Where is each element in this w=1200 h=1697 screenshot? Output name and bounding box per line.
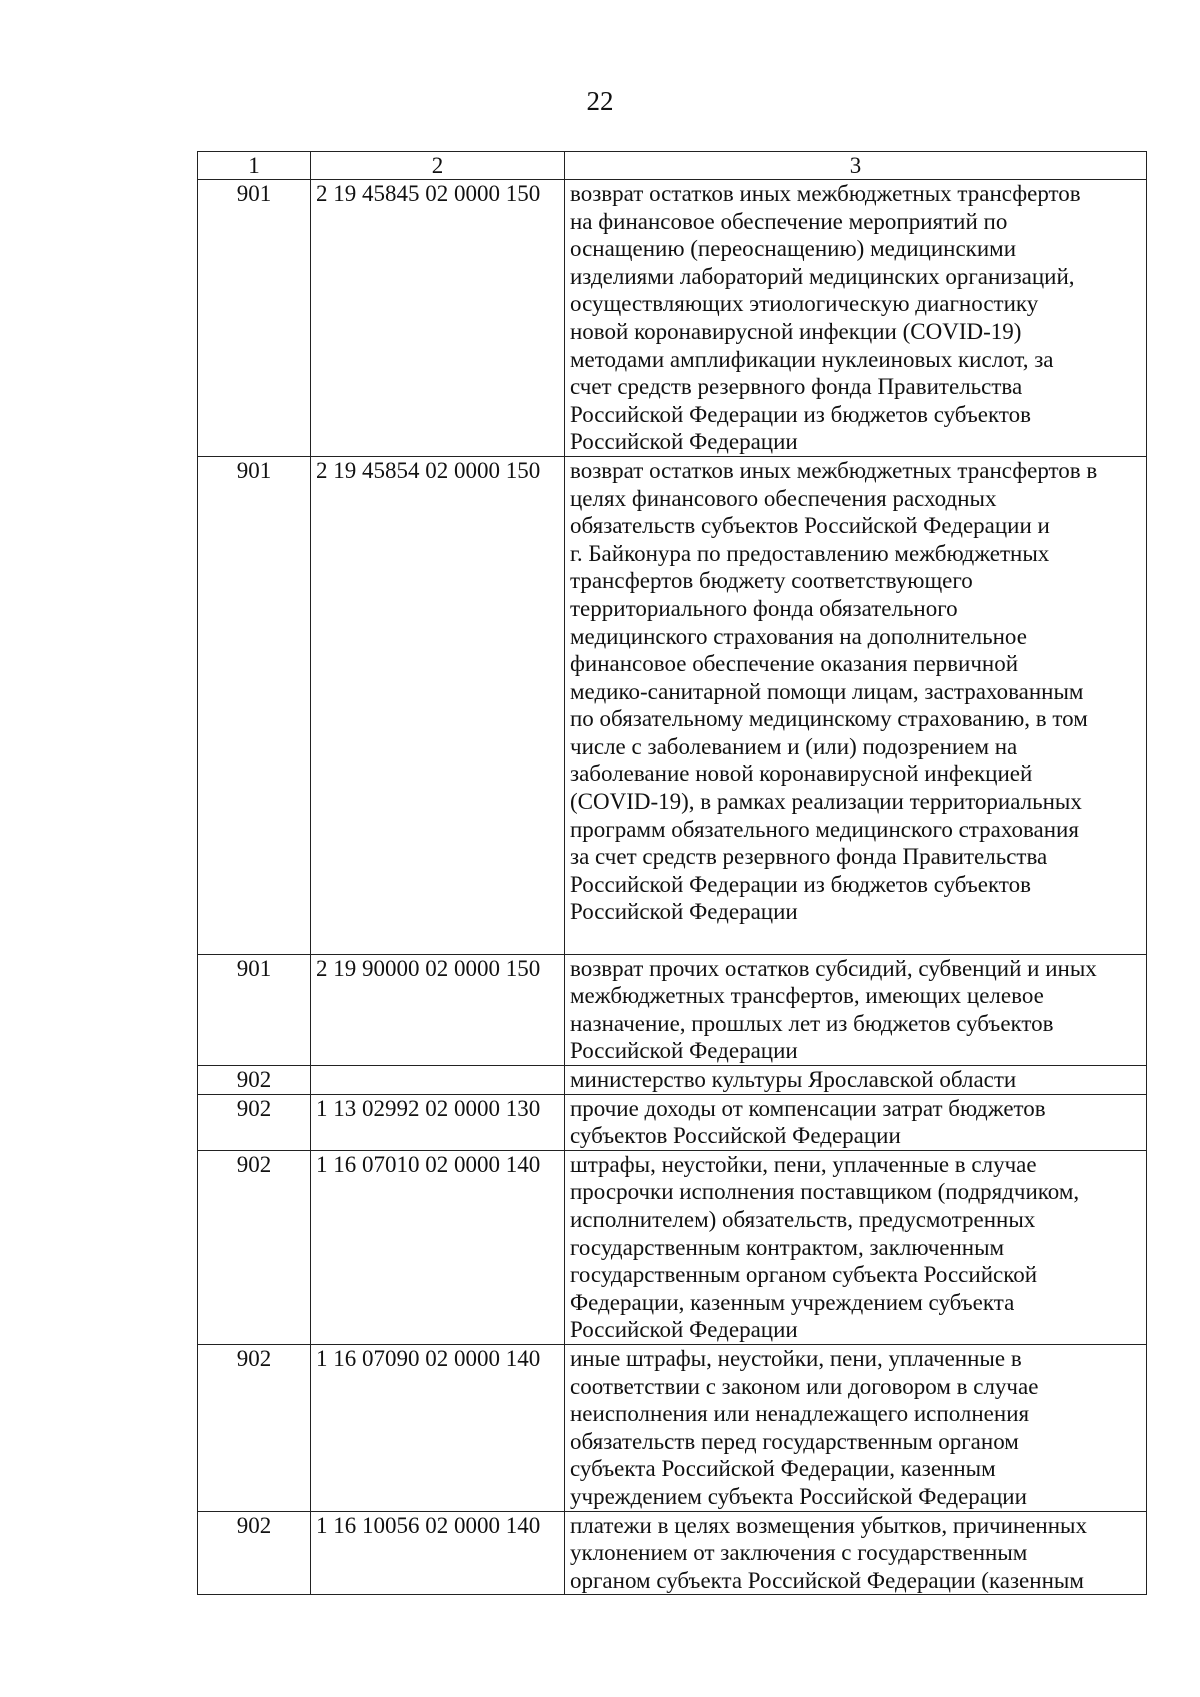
description-line: Российской Федерации из бюджетов субъектов <box>570 871 1031 897</box>
description-line: штрафы, неустойки, пени, уплаченные в случае <box>570 1151 1037 1177</box>
description-line: назначение, прошлых лет из бюджетов субъектов <box>570 1010 1054 1036</box>
admin-code-cell: 901 <box>198 180 311 457</box>
description-line: трансфертов бюджету соответствующего <box>570 568 973 594</box>
description-line: методами амплификации нуклеиновых кислот, за <box>570 346 1054 372</box>
description-line: субъектов Российской Федерации <box>570 1123 901 1149</box>
description-line: Российской Федерации <box>570 899 798 925</box>
description-line: прочие доходы от компенсации затрат бюджетов <box>570 1095 1046 1121</box>
description-line: субъекта Российской Федерации, казенным <box>570 1456 996 1482</box>
admin-code-cell: 901 <box>198 954 311 1065</box>
description-line: неисполнения или ненадлежащего исполнения <box>570 1401 1030 1427</box>
table-row <box>198 1511 1147 1595</box>
description-line: за счет средств резервного фонда Правительства <box>570 844 1048 870</box>
table-row <box>198 180 1147 457</box>
description-line: платежи в целях возмещения убытков, причиненных <box>570 1512 1087 1538</box>
description-line: числе с заболеванием и (или) подозрением на <box>570 733 1018 759</box>
description-line: программ обязательного медицинского страхования <box>570 816 1079 842</box>
description-line: осуществляющих этиологическую диагностику <box>570 291 1039 317</box>
admin-code-cell: 902 <box>198 1066 311 1095</box>
income-description-cell <box>565 954 1147 1065</box>
budget-classification-code-cell: 1 16 10056 02 0000 140 <box>311 1511 565 1595</box>
description-line: Федерации, казенным учреждением субъекта <box>570 1289 1015 1315</box>
description-line: г. Байконура по предоставлению межбюджетных <box>570 540 1050 566</box>
description-line: обязательств субъектов Российской Федерации и <box>570 513 1050 539</box>
budget-classification-code-cell: 1 16 07010 02 0000 140 <box>311 1150 565 1344</box>
admin-code-cell: 902 <box>198 1150 311 1344</box>
description-line: обязательств перед государственным органом <box>570 1428 1019 1454</box>
description-line: медицинского страхования на дополнительное <box>570 623 1027 649</box>
table-row <box>198 954 1147 1065</box>
page-number: 22 <box>586 86 614 116</box>
description-line: государственным органом субъекта Российской <box>570 1262 1038 1288</box>
admin-code-cell: 902 <box>198 1511 311 1595</box>
table-row <box>198 1150 1147 1344</box>
description-line: возврат прочих остатков субсидий, субвенций и иных <box>570 955 1097 981</box>
header-col-3: 3 <box>565 152 1147 180</box>
description-line: оснащению (переоснащению) медицинскими <box>570 236 1017 262</box>
description-line: Российской Федерации <box>570 1038 798 1064</box>
income-description-cell <box>565 1150 1147 1344</box>
description-line: на финансовое обеспечение мероприятий по <box>570 208 1008 234</box>
budget-classification-code-cell: 2 19 90000 02 0000 150 <box>311 954 565 1065</box>
table-row <box>198 1094 1147 1150</box>
description-line: учреждением субъекта Российской Федерации <box>570 1483 1027 1509</box>
table-row <box>198 1066 1147 1095</box>
budget-classification-code-cell: 1 13 02992 02 0000 130 <box>311 1094 565 1150</box>
description-line: новой коронавирусной инфекции (COVID-19) <box>570 318 1022 344</box>
header-col-2: 2 <box>311 152 565 180</box>
description-line: межбюджетных трансфертов, имеющих целевое <box>570 983 1044 1009</box>
budget-classification-code-cell: 1 16 07090 02 0000 140 <box>311 1344 565 1511</box>
table-row <box>198 1344 1147 1511</box>
description-line: исполнителем) обязательств, предусмотренных <box>570 1206 1036 1232</box>
description-line: Российской Федерации <box>570 429 798 455</box>
description-line: министерство культуры Ярославской области <box>570 1067 1017 1092</box>
description-line: изделиями лабораторий медицинских организаций, <box>570 263 1075 289</box>
description-line: целях финансового обеспечения расходных <box>570 485 997 511</box>
income-description-cell <box>565 456 1147 954</box>
description-line: по обязательному медицинскому страхованию, в том <box>570 706 1088 732</box>
header-row <box>198 152 1147 180</box>
description-line: органом субъекта Российской Федерации (казенным <box>570 1567 1084 1593</box>
header-col-1: 1 <box>198 152 311 180</box>
description-line: соответствии с законом или договором в случае <box>570 1373 1039 1399</box>
description-line: возврат остатков иных межбюджетных трансфертов <box>570 181 1081 206</box>
description-line: возврат остатков иных межбюджетных трансфертов в <box>570 457 1098 483</box>
budget-classification-code-cell <box>311 1066 565 1095</box>
table-row <box>198 456 1147 954</box>
admin-code-cell: 902 <box>198 1094 311 1150</box>
budget-codes-table <box>197 151 1147 1595</box>
description-line: счет средств резервного фонда Правительства <box>570 374 1023 400</box>
income-description-cell <box>565 1094 1147 1150</box>
description-line: финансовое обеспечение оказания первичной <box>570 651 1019 677</box>
income-description-cell <box>565 180 1147 457</box>
description-line: (COVID-19), в рамках реализации территориальных <box>570 789 1082 815</box>
income-description-cell <box>565 1511 1147 1595</box>
income-description-cell <box>565 1344 1147 1511</box>
description-line: медико-санитарной помощи лицам, застрахованным <box>570 678 1084 704</box>
description-line: уклонением от заключения с государственным <box>570 1540 1028 1566</box>
description-line: заболевание новой коронавирусной инфекцией <box>570 761 1033 787</box>
income-description-cell <box>565 1066 1147 1095</box>
description-line: государственным контрактом, заключенным <box>570 1234 1005 1260</box>
budget-classification-code-cell: 2 19 45854 02 0000 150 <box>311 456 565 954</box>
description-line: территориального фонда обязательного <box>570 595 958 621</box>
description-line: просрочки исполнения поставщиком (подрядчиком, <box>570 1179 1080 1205</box>
description-line: иные штрафы, неустойки, пени, уплаченные в <box>570 1345 1022 1371</box>
admin-code-cell: 901 <box>198 456 311 954</box>
admin-code-cell: 902 <box>198 1344 311 1511</box>
description-line: Российской Федерации из бюджетов субъектов <box>570 401 1031 427</box>
budget-classification-code-cell: 2 19 45845 02 0000 150 <box>311 180 565 457</box>
description-line: Российской Федерации <box>570 1317 798 1343</box>
